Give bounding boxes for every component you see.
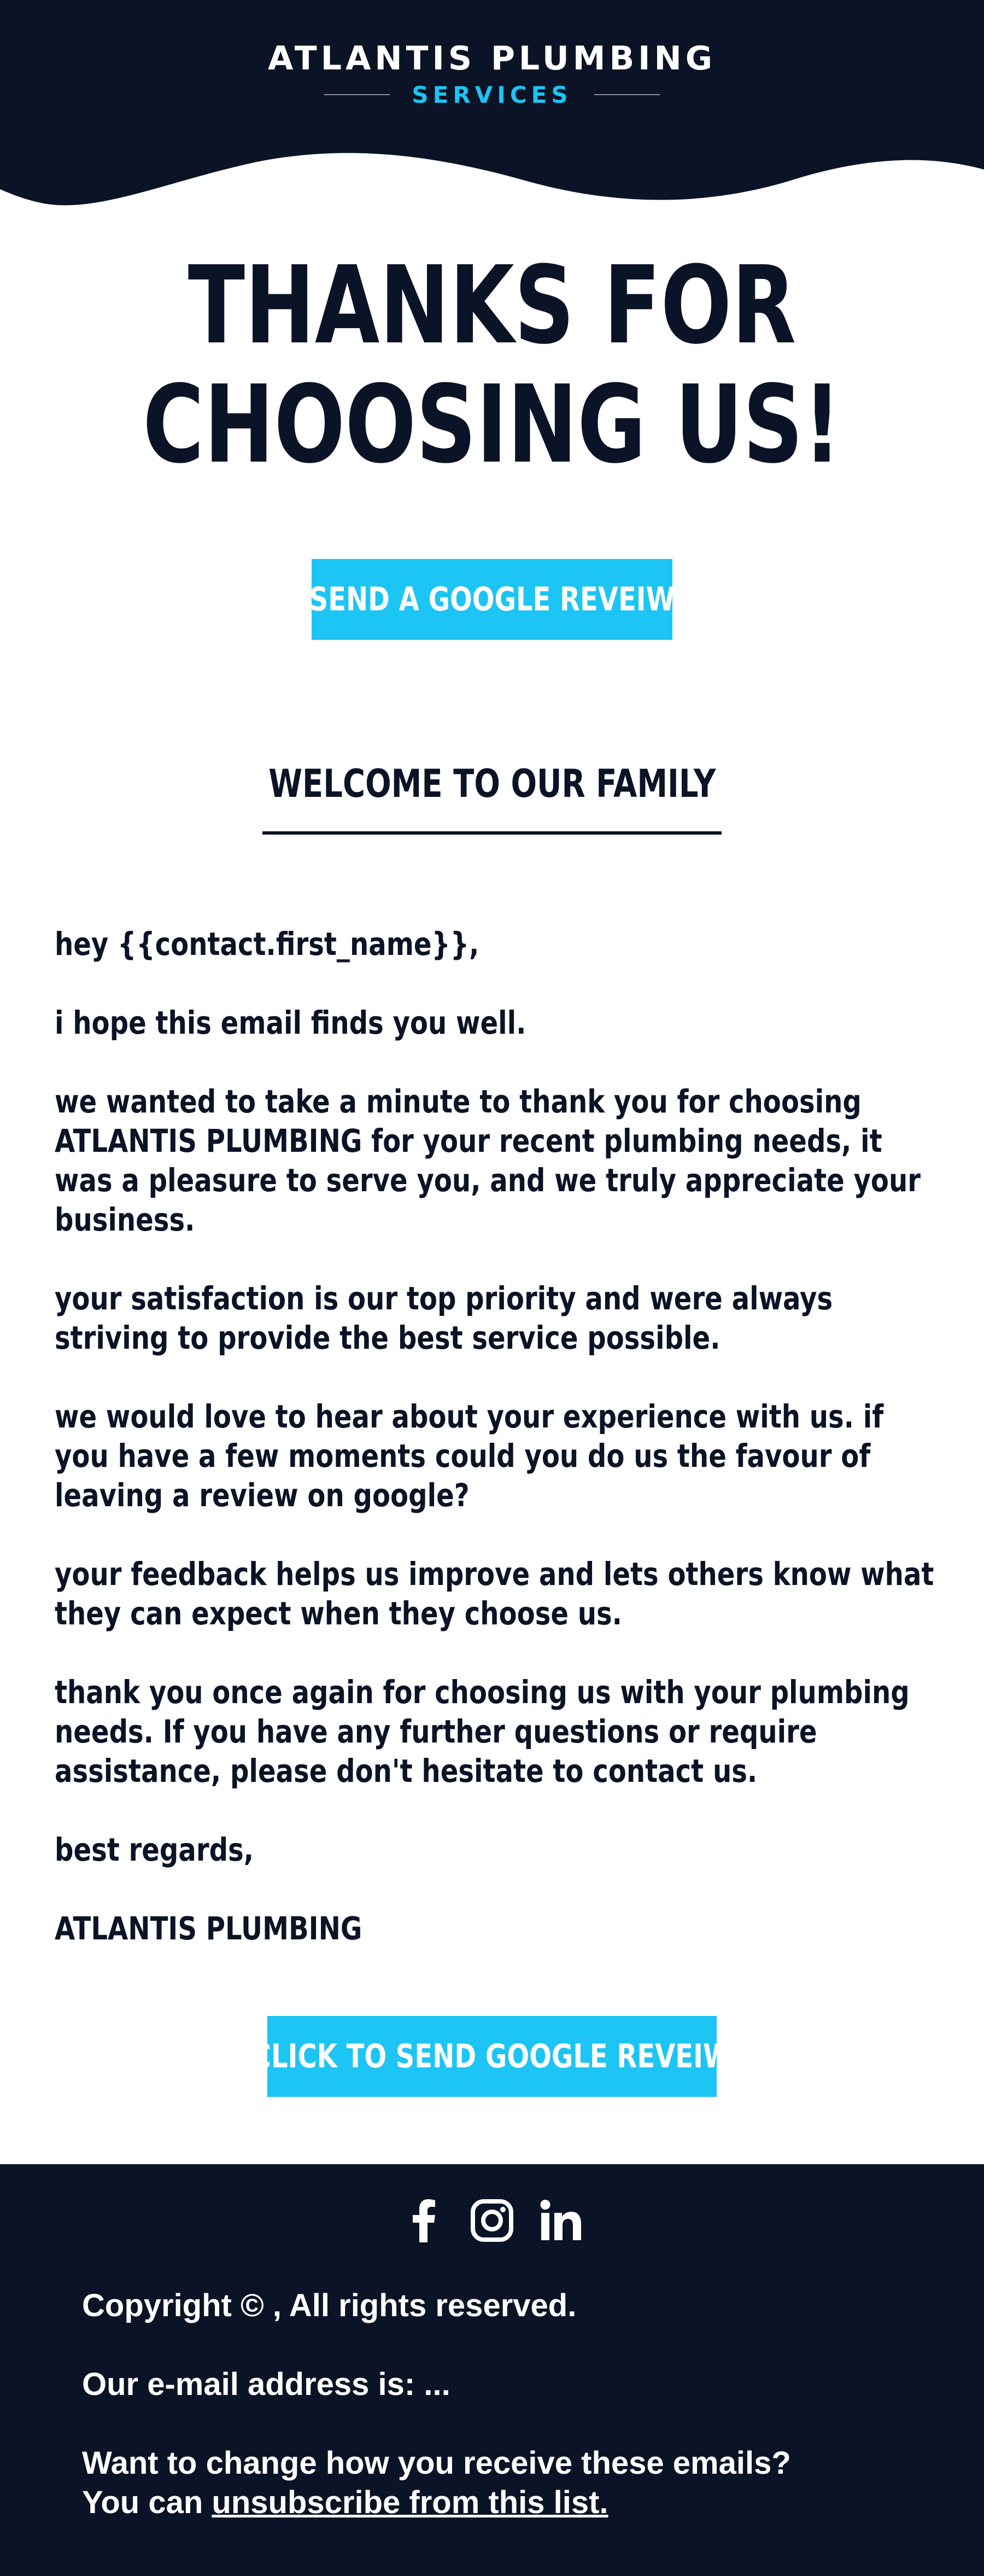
brand-logo	[0, 39, 984, 108]
letter-paragraph: we would love to hear about your experience with us. if you have a few moments could you do us the favour of leaving a review on google?	[55, 1398, 884, 1514]
welcome-heading	[0, 754, 984, 814]
letter-paragraph: your feedback helps us improve and lets others know what they can expect when they choose us.	[55, 1555, 934, 1632]
send-google-review-label: SEND A GOOGLE REVEIW	[309, 580, 675, 619]
tagline-left-rule	[324, 94, 390, 95]
letter-paragraph: your satisfaction is our top priority and were always striving to provide the best service possible.	[55, 1280, 833, 1356]
preferences-text	[82, 2444, 791, 2522]
email-header	[0, 0, 984, 208]
click-send-google-review-label: CLICK TO SEND GOOGLE REVEIW	[251, 2037, 733, 2076]
linkedin-icon[interactable]	[536, 2195, 586, 2246]
unsubscribe-line	[82, 2483, 791, 2522]
letter-signature: ATLANTIS PLUMBING	[55, 1910, 362, 1947]
letter-paragraph: we wanted to take a minute to thank you for choosing ATLANTIS PLUMBING for your recent plumbing needs, it was a pleasure to serve you, and we truly appreciate your business.	[55, 1083, 921, 1238]
brand-tagline: SERVICES	[412, 81, 572, 108]
brand-name: ATLANTIS PLUMBING	[268, 39, 716, 78]
letter-closing: best regards,	[55, 1831, 254, 1868]
unsubscribe-link[interactable]: unsubscribe from this list.	[212, 2485, 608, 2520]
copyright-text: Copyright © , All rights reserved.	[82, 2288, 577, 2323]
unsubscribe-prefix: You can	[82, 2485, 212, 2520]
facebook-icon[interactable]	[398, 2195, 448, 2246]
click-send-google-review-button[interactable]	[251, 2016, 733, 2097]
letter-body	[55, 924, 946, 1988]
letter-paragraph: i hope this email finds you well.	[55, 1004, 526, 1041]
hero-title-line1: THANKS FOR	[188, 243, 796, 368]
brand-tagline-row	[0, 81, 984, 108]
hero-title-line2: CHOOSING US!	[143, 363, 841, 487]
send-google-review-button[interactable]	[309, 559, 675, 640]
preferences-line: Want to change how you receive these emails?	[82, 2445, 791, 2481]
social-links	[0, 2195, 984, 2246]
letter-paragraph: thank you once again for choosing us with your plumbing needs. If you have any further questions or require assistance, please don't hesitate to contact us.	[55, 1674, 910, 1790]
hero-title	[108, 243, 876, 487]
welcome-heading-text: WELCOME TO OUR FAMILY	[268, 761, 716, 806]
instagram-icon[interactable]	[467, 2195, 517, 2246]
letter-greeting: hey {{contact.first_name}},	[55, 925, 479, 963]
welcome-underline	[262, 831, 722, 835]
email-address-text: Our e-mail address is: ...	[82, 2367, 450, 2402]
tagline-right-rule	[594, 94, 660, 95]
